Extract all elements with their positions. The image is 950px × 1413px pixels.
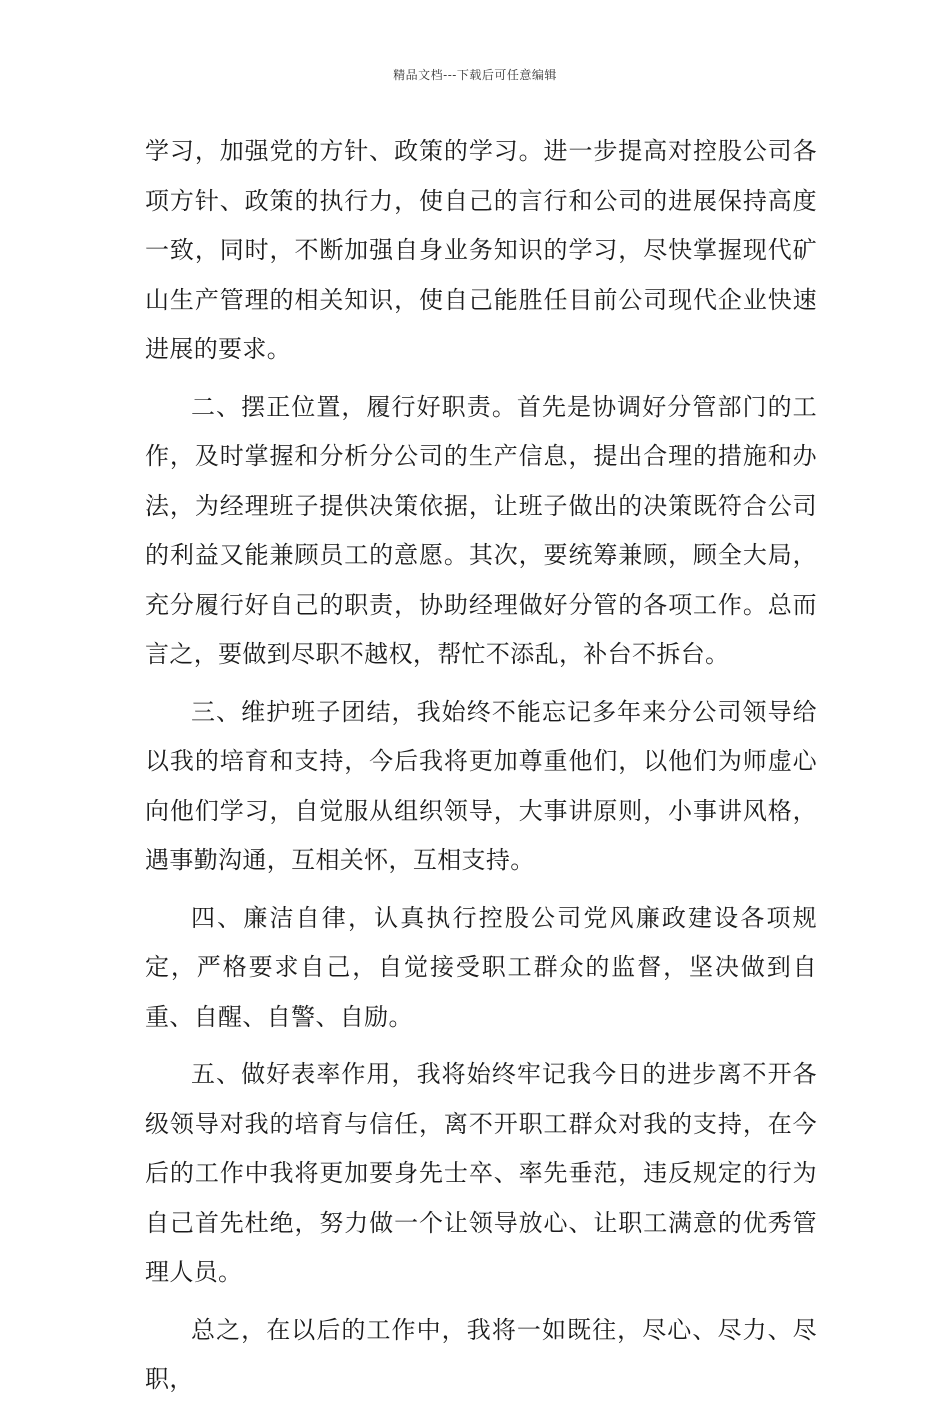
paragraph-section-3: 三、维护班子团结，我始终不能忘记多年来分公司领导给以我的培育和支持，今后我将更加尊重他们，以他们为师虚心向他们学习，自觉服从组织领导，大事讲原则，小事讲风格，遇事勤沟通，互相关怀，互相支持。 bbox=[145, 697, 817, 874]
paragraph-section-2: 二、摆正位置，履行好职责。首先是协调好分管部门的工作，及时掌握和分析分公司的生产信息，提出合理的措施和办法，为经理班子提供决策依据，让班子做出的决策既符合公司的利益又能兼顾员工的意愿。其次，要统筹兼顾，顾全大局，充分履行好自己的职责，协助经理做好分管的各项工作。总而言之，要做到尽职不越权，帮忙不添乱，补台不拆台。 bbox=[145, 392, 817, 668]
paragraph-section-4: 四、廉洁自律，认真执行控股公司党风廉政建设各项规定，严格要求自己，自觉接受职工群众的监督，坚决做到自重、自醒、自警、自励。 bbox=[145, 903, 817, 1031]
paragraph-section-5: 五、做好表率作用，我将始终牢记我今日的进步离不开各级领导对我的培育与信任，离不开职工群众对我的支持，在今后的工作中我将更加要身先士卒、率先垂范，违反规定的行为自己首先杜绝，努力做一个让领导放心、让职工满意的优秀管理人员。 bbox=[145, 1060, 817, 1286]
document-body bbox=[145, 127, 817, 1413]
paragraph-summary: 总之，在以后的工作中，我将一如既往，尽心、尽力、尽职， bbox=[145, 1315, 817, 1393]
page-header: 精品文档---下载后可任意编辑 bbox=[393, 68, 557, 82]
paragraph-continuation: 学习，加强党的方针、政策的学习。进一步提高对控股公司各项方针、政策的执行力，使自己的言行和公司的进展保持高度一致，同时，不断加强自身业务知识的学习，尽快掌握现代矿山生产管理的相关知识，使自己能胜任目前公司现代企业快速进展的要求。 bbox=[145, 137, 817, 363]
